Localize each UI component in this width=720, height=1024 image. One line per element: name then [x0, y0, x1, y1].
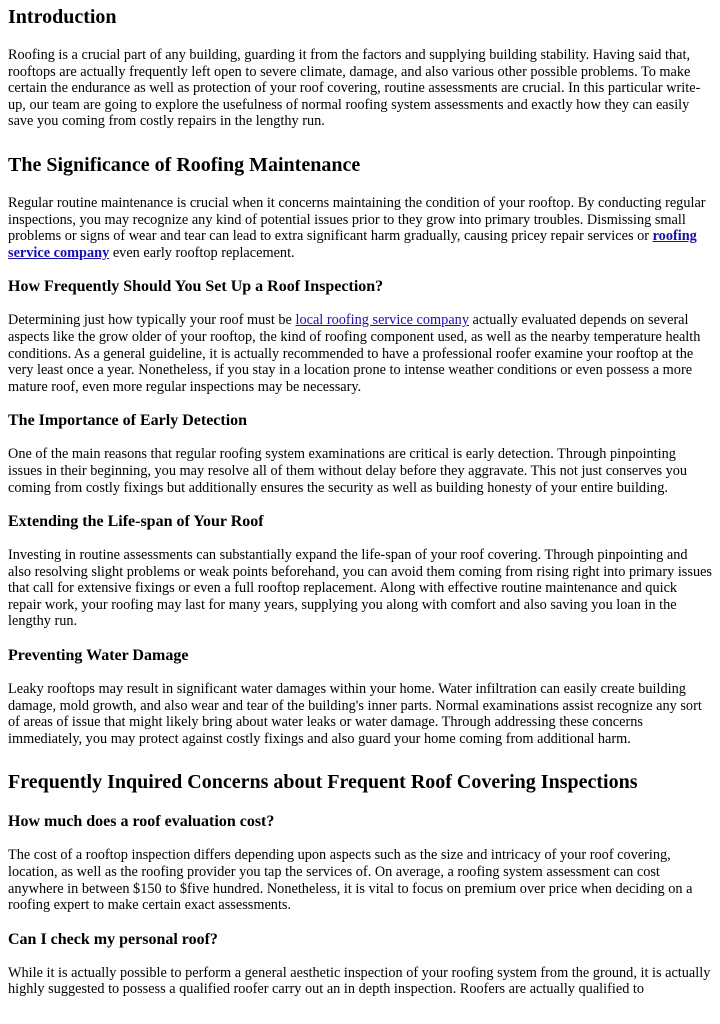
paragraph-introduction: Roofing is a crucial part of any building, guarding it from the factors and supplying building stability. Having said that, rooftops are actually frequently left open to severe climate, damage, and also various other possible problems. To make certain the endurance as well as protection of your roof covering, routine assessments are crucial. In this particular write-up, our team are going to explore the usefulness of normal roofing system assessments and exactly how they can easily save you coming from costly repairs in the lengthy run.: [8, 47, 701, 130]
heading-faq-cost: How much does a roof evaluation cost?: [8, 813, 275, 831]
section-early-detection: [8, 411, 712, 496]
section-frequency: [8, 277, 712, 395]
section-significance: [8, 154, 712, 261]
heading-frequency: How Frequently Should You Set Up a Roof Inspection?: [8, 278, 384, 296]
paragraph-water-damage: Leaky rooftops may result in significant water damages within your home. Water infiltration can easily create building damage, mold growth, and also wear and tear of the building's inner parts. Normal examinations assist recognize any sort of areas of issue that might likely bring about water leaks or water damage. Through addressing these concerns immediately, you may protect against costly fixings and also guard your home coming from additional harm.: [8, 681, 702, 747]
section-water-damage: [8, 646, 712, 747]
paragraph-frequency-text-after: actually evaluated depends on several aspects like the grow older of your rooftop, the kind of roofing component used, as well as the nearby temperature health conditions. As a general guideline, it is actually recommended to have a professional roofer examine your rooftop at the very least once a year. Nonetheless, if you stay in a location prone to intense weather conditions or even possess a more mature roof, even more regular inspections may be necessary.: [8, 312, 701, 395]
paragraph-frequency-text-before: Determining just how typically your roof must be: [8, 312, 296, 329]
section-faq: [8, 771, 712, 998]
heading-early-detection: The Importance of Early Detection: [8, 412, 248, 430]
heading-lifespan: Extending the Life-span of Your Roof: [8, 513, 264, 531]
heading-significance: The Significance of Roofing Maintenance: [8, 153, 361, 176]
paragraph-early-detection: One of the main reasons that regular roofing system examinations are critical is early detection. Through pinpointing issues in their beginning, you may resolve all of them without delay before they aggravate. This not just conserves you coming from costly fixings but additionally ensures the security as well as building honesty of your entire building.: [8, 446, 688, 496]
section-introduction: [8, 6, 712, 130]
article: [0, 6, 720, 998]
paragraph-frequency: [8, 312, 712, 395]
paragraph-faq-cost: The cost of a rooftop inspection differs depending upon aspects such as the size and intricacy of your roof covering, location, as well as the roofing provider you tap the services of. On average, a roofing system assessment can cost anywhere in between $150 to $five hundred. Nonetheless, it is vital to focus on premium over price when deciding on a roofing expert to make certain exact assessments.: [8, 847, 693, 914]
heading-faq: Frequently Inquired Concerns about Frequent Roof Covering Inspections: [8, 771, 638, 794]
paragraph-significance-text-before: Regular routine maintenance is crucial when it concerns maintaining the condition of your rooftop. By conducting regular inspections, you may recognize any kind of potential issues prior to they grow into primary troubles. Dismissing small problems or signs of wear and tear can lead to extra significant harm gradually, causing pricey repair services or: [8, 194, 706, 245]
roofing-service-company-link[interactable]: roofing service company: [8, 228, 697, 261]
heading-introduction: Introduction: [8, 6, 117, 28]
heading-faq-self-check: Can I check my personal roof?: [8, 930, 218, 948]
heading-water-damage: Preventing Water Damage: [8, 647, 189, 665]
paragraph-significance-text-after: even early rooftop replacement.: [109, 244, 295, 261]
paragraph-significance: [8, 195, 712, 261]
section-lifespan: [8, 512, 712, 630]
paragraph-lifespan: Investing in routine assessments can substantially expand the life-span of your roof covering. Through pinpointing and also resolving slight problems or weak points beforehand, you can avoid them coming from rising right into primary issues that call for extensive fixings or even a full rooftop replacement. Along with effective routine maintenance and quick repair work, your roofing may last for many years, supplying you along with comfort and also saving you loan in the lengthy run.: [8, 547, 712, 630]
paragraph-faq-self-check: While it is actually possible to perform a general aesthetic inspection of your roofing system from the ground, it is actually highly suggested to possess a qualified roofer carry out an in depth inspection. Roofers are actually qualified to: [8, 964, 711, 998]
local-roofing-service-company-link[interactable]: local roofing service company: [295, 312, 469, 329]
